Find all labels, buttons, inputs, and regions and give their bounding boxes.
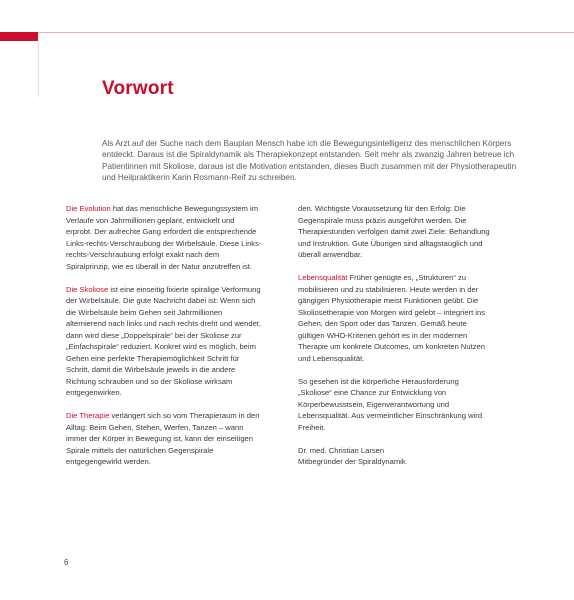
signature-name: Dr. med. Christian Larsen bbox=[298, 445, 385, 455]
keyword-skoliose: Die Skoliose bbox=[66, 284, 109, 294]
page-number: 6 bbox=[64, 558, 69, 567]
signature-role: Mitbegründer der Spiraldynamik bbox=[298, 457, 406, 466]
margin-rule bbox=[38, 41, 39, 97]
paragraph-text: Früher genügte es, „Strukturen“ zu mobilisieren und zu stabilisieren. Heute werden in der gängigen Physiotherapie meist Funktionen geübt. Die Skoliosetherapie von Morgen wird gelebt – integriert ins Gehen, den Sport oder das Tanzen. Gemäß heute gültigen WHO-Kriterien gehört es in der modernen Therapie um konkrete Outcomes, um konkreten Nutzen und Lebensqualität. bbox=[298, 273, 485, 363]
page-title: Vorwort bbox=[102, 78, 174, 99]
paragraph-text: hat das menschliche Bewegungssystem im Verlaufe von Jahrmillionen geplant, entwickelt und erprobt. Der aufrechte Gang erfordert die entsprechende Links-rechts-Verschraubung der Wirbelsäule. Diese Links-rechts-Verschraubung erfolgt exakt nach dem Spiralprinzip, wie es überall in der Natur anzutreffen ist. bbox=[66, 204, 262, 271]
paragraph-text: den. Wichtigste Voraussetzung für den Erfolg: Die Gegenspirale muss präzis ausgeführt werden. Die Therapiestunden verfolgen damit zwei Ziele: Behandlung und Instruktion. Gute Übungen sind alltagstauglich und überall anwendbar. bbox=[298, 204, 490, 259]
paragraph-text: ist eine einseitig fixierte spiralige Verformung der Wirbelsäule. Die gute Nachricht dabei ist: Wenn sich die Wirbelsäule beim Gehen seit Jahrmillionen alternierend nach links und nach rechts dreht und wendet, dann wird diese „Doppelspirale“ bei der Skoliose zur „Einfachspirale“ reduziert. Konkret wird es möglich, beim Gehen eine perfekte Therapiemöglichkeit Schritt für Schritt, damit die Wirbelsäule jeweils in die andere Richtung schrauben und so der Skoliose wirksam entgegenwirken. bbox=[66, 284, 262, 397]
paragraph-conclusion bbox=[298, 376, 494, 434]
paragraph-evolution bbox=[66, 203, 262, 272]
intro-paragraph: Als Arzt auf der Suche nach dem Bauplan Mensch habe ich die Bewegungsintelligenz des menschlichen Körpers entdeckt. Daraus ist die Spiraldynamik als Therapiekonzept entstanden. Seit mehr als zwanzig Jahren betreue ich Patientinnen mit Skoliose, daraus ist die Motivation entstanden, dieses Buch zusammen mit der Physiotherapeutin und Heilpraktikerin Karin Rosmann-Reif zu schreiben. bbox=[102, 139, 517, 183]
signature bbox=[298, 445, 494, 468]
paragraph-therapie bbox=[66, 410, 262, 468]
keyword-lebensqualitaet: Lebensqualität bbox=[298, 273, 348, 282]
left-text-column bbox=[66, 203, 262, 479]
right-text-column bbox=[298, 203, 494, 479]
paragraph-lebensqualitaet bbox=[298, 272, 494, 364]
paragraph-text: verlängert sich so vom Therapieraum in den Alltag: Beim Gehen, Stehen, Werfen, Tanzen – wann immer der Körper in Bewegung ist, kann der einseitigen Spirale mittels der natürlichen Gegenspirale entgegengewirkt werden. bbox=[66, 411, 260, 466]
header-accent-bar bbox=[0, 32, 38, 41]
header-rule bbox=[38, 32, 574, 33]
paragraph-continuation bbox=[298, 203, 494, 261]
paragraph-text: So gesehen ist die körperliche Herausforderung „Skoliose“ eine Chance zur Entwicklung von Körperbewusstsein, Eigenverantwortung und Lebensqualität. Aus vermeintlicher Einschränkung wird Freiheit. bbox=[298, 376, 483, 432]
keyword-therapie: Die Therapie bbox=[66, 411, 110, 420]
paragraph-skoliose bbox=[66, 284, 262, 399]
keyword-evolution: Die Evolution bbox=[66, 204, 111, 213]
